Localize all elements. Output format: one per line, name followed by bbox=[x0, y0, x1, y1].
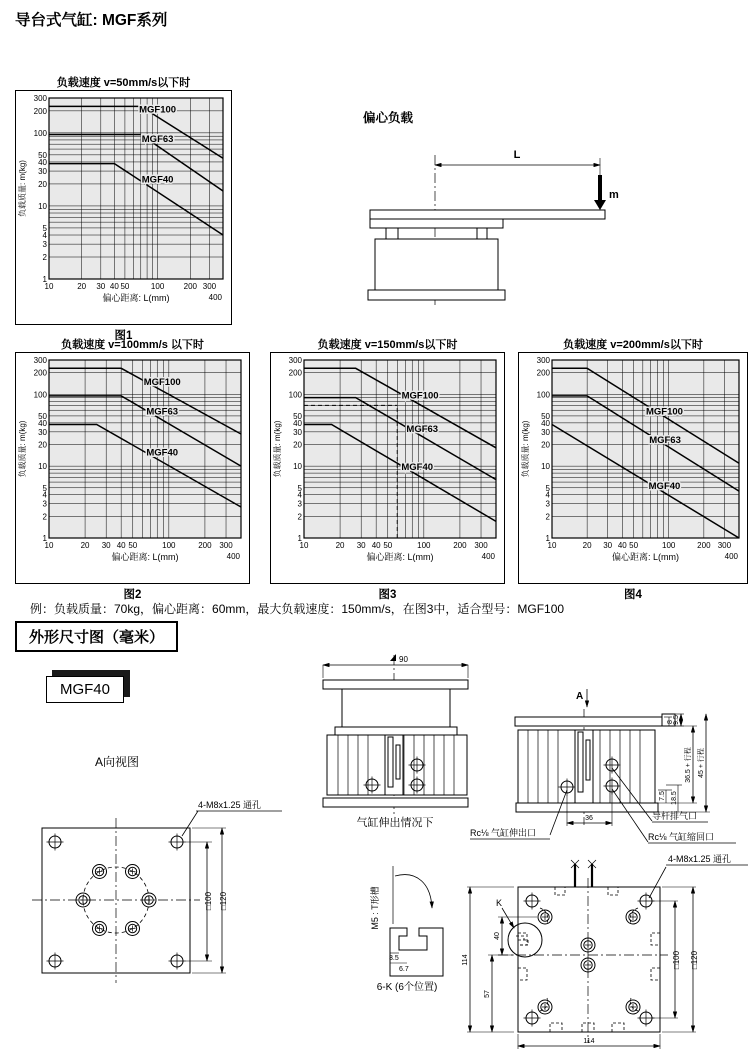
chart-fig3-caption: 图3 bbox=[378, 589, 397, 601]
dim-36-5-label: 36.5 + 行程 bbox=[685, 747, 692, 783]
cylinder-body bbox=[375, 239, 498, 290]
svg-text:10: 10 bbox=[541, 462, 550, 472]
table-plate bbox=[515, 717, 662, 726]
svg-text:100: 100 bbox=[662, 541, 676, 550]
tslot-profile bbox=[390, 928, 443, 976]
extended-view-caption: 气缸伸出情况下 bbox=[356, 817, 434, 829]
svg-text:200: 200 bbox=[183, 282, 197, 291]
bottom-leader-label: 4-M8x1.25 通孔 bbox=[668, 854, 732, 864]
svg-text:40: 40 bbox=[617, 541, 627, 550]
svg-text:负载质量: m(kg): 负载质量: m(kg) bbox=[18, 420, 27, 478]
dim-90-label: 90 bbox=[399, 655, 408, 664]
dim-9-5-label: 9.5 bbox=[673, 715, 680, 725]
svg-text:4: 4 bbox=[42, 490, 47, 500]
svg-text:MGF100: MGF100 bbox=[139, 104, 177, 116]
svg-text:3: 3 bbox=[42, 240, 47, 250]
svg-text:4: 4 bbox=[297, 490, 302, 500]
svg-text:3: 3 bbox=[42, 499, 47, 509]
svg-text:200: 200 bbox=[33, 368, 47, 378]
svg-text:30: 30 bbox=[96, 282, 106, 291]
svg-text:10: 10 bbox=[293, 462, 302, 472]
svg-text:3: 3 bbox=[545, 499, 550, 509]
svg-text:200: 200 bbox=[288, 368, 302, 378]
chart-fig2-plot bbox=[15, 352, 250, 584]
svg-text:50: 50 bbox=[293, 411, 302, 421]
eccentric-title: 偏心负载 bbox=[363, 111, 414, 125]
svg-text:5: 5 bbox=[42, 483, 47, 493]
svg-text:40: 40 bbox=[541, 418, 550, 428]
svg-text:负载质量: m(kg): 负载质量: m(kg) bbox=[18, 160, 27, 217]
k-label: K bbox=[496, 898, 503, 908]
svg-text:偏心距离: L(mm): 偏心距离: L(mm) bbox=[111, 552, 179, 562]
section-title: 外形尺寸图（毫米） bbox=[15, 621, 178, 652]
svg-text:30: 30 bbox=[356, 541, 366, 550]
svg-text:MGF40: MGF40 bbox=[146, 447, 179, 459]
flange-leader-label: 4-M8x1.25 通孔 bbox=[198, 800, 262, 810]
load-arrow bbox=[598, 175, 602, 200]
svg-text:2: 2 bbox=[42, 253, 47, 263]
dim-57-label: 57 bbox=[484, 990, 491, 998]
svg-text:300: 300 bbox=[219, 541, 233, 550]
svg-text:2: 2 bbox=[297, 512, 302, 522]
dim-36-label: 36 bbox=[585, 815, 593, 822]
view-arrow-label: A bbox=[576, 691, 584, 702]
svg-text:300: 300 bbox=[536, 356, 550, 365]
svg-text:30: 30 bbox=[603, 541, 613, 550]
svg-text:30: 30 bbox=[293, 427, 302, 437]
eccentric-load-diagram bbox=[330, 100, 650, 310]
svg-text:MGF100: MGF100 bbox=[646, 406, 683, 418]
svg-text:300: 300 bbox=[33, 94, 47, 103]
svg-text:5: 5 bbox=[545, 483, 550, 493]
svg-text:20: 20 bbox=[335, 541, 345, 550]
svg-text:300: 300 bbox=[474, 541, 488, 550]
svg-text:50: 50 bbox=[541, 411, 550, 421]
svg-text:1: 1 bbox=[297, 534, 302, 543]
dim-114-bottom-label: 114 bbox=[583, 1038, 595, 1045]
svg-text:50: 50 bbox=[120, 282, 130, 291]
svg-text:50: 50 bbox=[383, 541, 393, 550]
tslot-dim-6-7: 6.7 bbox=[399, 966, 409, 973]
chart-fig2-title: 负载速度 v=100mm/s 以下时 bbox=[61, 339, 204, 351]
chart-fig1 bbox=[15, 76, 232, 343]
dim-45-label: 45 + 行程 bbox=[698, 748, 705, 778]
dim-8-label: 8 bbox=[667, 720, 674, 724]
load-m-label: m bbox=[609, 189, 619, 201]
dim-40-label: 40 bbox=[494, 932, 501, 940]
chart-fig3 bbox=[270, 338, 505, 602]
view-a-label: A向视图 bbox=[95, 755, 140, 769]
example-note: 例：负载质量：70kg，偏心距离：60mm，最大负载速度：150mm/s，在图3中，适合型号：MGF100 bbox=[30, 602, 565, 616]
svg-text:20: 20 bbox=[38, 440, 47, 450]
bottom-view-drawing bbox=[450, 848, 750, 1060]
svg-text:10: 10 bbox=[44, 282, 54, 291]
svg-text:400: 400 bbox=[481, 552, 495, 561]
svg-text:MGF63: MGF63 bbox=[649, 434, 681, 446]
port-retract-label: Rc⅛ 气缸缩回口 bbox=[648, 832, 715, 842]
svg-text:300: 300 bbox=[33, 356, 47, 365]
svg-text:100: 100 bbox=[162, 541, 176, 550]
dim-100-label: □100 bbox=[672, 950, 681, 970]
svg-text:50: 50 bbox=[38, 150, 47, 160]
svg-text:50: 50 bbox=[38, 411, 47, 421]
svg-text:30: 30 bbox=[38, 167, 47, 177]
svg-text:300: 300 bbox=[202, 282, 217, 291]
svg-text:MGF40: MGF40 bbox=[141, 174, 174, 186]
chart-fig2 bbox=[15, 338, 250, 602]
svg-text:20: 20 bbox=[38, 179, 47, 189]
svg-text:100: 100 bbox=[33, 390, 47, 400]
chart-fig4-plot bbox=[518, 352, 748, 584]
svg-text:40: 40 bbox=[116, 541, 126, 550]
chart-fig1-caption: 图1 bbox=[114, 330, 133, 342]
svg-text:3: 3 bbox=[297, 499, 302, 509]
svg-text:40: 40 bbox=[109, 282, 119, 291]
svg-text:20: 20 bbox=[541, 440, 550, 450]
svg-text:1: 1 bbox=[545, 534, 550, 543]
chart-fig3-plot bbox=[270, 352, 505, 584]
svg-text:MGF40: MGF40 bbox=[648, 481, 681, 493]
svg-text:MGF40: MGF40 bbox=[401, 462, 434, 474]
svg-text:MGF63: MGF63 bbox=[141, 133, 174, 145]
svg-text:1: 1 bbox=[42, 534, 47, 543]
svg-text:400: 400 bbox=[226, 552, 240, 561]
svg-text:负载质量: m(kg): 负载质量: m(kg) bbox=[273, 420, 282, 478]
svg-text:40: 40 bbox=[38, 418, 47, 428]
svg-text:30: 30 bbox=[38, 427, 47, 437]
svg-text:100: 100 bbox=[536, 390, 550, 400]
port-guide-label: 导杆排气口 bbox=[652, 811, 698, 821]
dim-7-5-label: 7.5 bbox=[659, 791, 666, 801]
dim-120-label: □120 bbox=[690, 950, 699, 970]
svg-text:200: 200 bbox=[697, 541, 711, 550]
svg-text:200: 200 bbox=[198, 541, 212, 550]
svg-text:100: 100 bbox=[417, 541, 431, 550]
svg-text:200: 200 bbox=[453, 541, 467, 550]
svg-text:20: 20 bbox=[582, 541, 592, 550]
dim-L-label: L bbox=[513, 149, 521, 161]
svg-text:400: 400 bbox=[724, 552, 738, 561]
model-badge: MGF40 bbox=[46, 676, 124, 703]
tslot-label: M5 : T形槽 bbox=[370, 886, 380, 930]
svg-text:20: 20 bbox=[293, 440, 302, 450]
svg-text:100: 100 bbox=[150, 282, 165, 291]
flange-view-drawing bbox=[30, 795, 300, 995]
svg-text:30: 30 bbox=[101, 541, 111, 550]
svg-text:400: 400 bbox=[208, 293, 222, 302]
svg-text:负载质量: m(kg): 负载质量: m(kg) bbox=[521, 420, 530, 478]
page-title: 导台式气缸: MGF系列 bbox=[15, 12, 168, 29]
svg-text:40: 40 bbox=[38, 157, 47, 167]
chart-fig4-title: 负载速度 v=200mm/s以下时 bbox=[563, 339, 703, 351]
svg-text:20: 20 bbox=[77, 282, 87, 291]
svg-text:20: 20 bbox=[80, 541, 90, 550]
svg-text:100: 100 bbox=[288, 390, 302, 400]
chart-fig3-title: 负载速度 v=150mm/s以下时 bbox=[317, 339, 458, 351]
tslot-caption: 6-K (6个位置) bbox=[376, 982, 438, 993]
chart-fig2-caption: 图2 bbox=[123, 589, 142, 601]
svg-text:200: 200 bbox=[536, 368, 550, 378]
svg-text:10: 10 bbox=[38, 201, 47, 211]
tslot-dim-3-5: 3.5 bbox=[389, 955, 399, 962]
svg-text:10: 10 bbox=[547, 541, 557, 550]
svg-text:40: 40 bbox=[293, 418, 302, 428]
svg-text:10: 10 bbox=[38, 462, 47, 472]
side-view-drawing bbox=[460, 685, 750, 860]
dim-100-label: □100 bbox=[204, 891, 213, 911]
chart-fig1-plot bbox=[15, 90, 232, 325]
svg-text:40: 40 bbox=[371, 541, 381, 550]
svg-text:4: 4 bbox=[42, 231, 47, 241]
svg-text:MGF63: MGF63 bbox=[406, 423, 439, 435]
svg-text:4: 4 bbox=[545, 490, 550, 500]
table-plate bbox=[370, 210, 605, 219]
svg-text:200: 200 bbox=[33, 106, 47, 116]
svg-text:偏心距离: L(mm): 偏心距离: L(mm) bbox=[612, 552, 679, 562]
svg-text:5: 5 bbox=[297, 483, 302, 493]
svg-text:10: 10 bbox=[44, 541, 54, 550]
svg-text:50: 50 bbox=[128, 541, 138, 550]
svg-text:MGF100: MGF100 bbox=[401, 390, 439, 402]
dim-18-5-label: 18.5 bbox=[671, 791, 678, 805]
chart-fig1-title: 负载速度 v=50mm/s以下时 bbox=[56, 77, 191, 89]
svg-text:300: 300 bbox=[288, 356, 302, 365]
dim-114-left-label: 114 bbox=[462, 954, 469, 966]
svg-text:300: 300 bbox=[717, 541, 732, 550]
svg-text:1: 1 bbox=[42, 275, 47, 284]
table-plate bbox=[323, 680, 468, 689]
svg-text:2: 2 bbox=[545, 512, 550, 522]
svg-text:5: 5 bbox=[42, 223, 47, 233]
svg-text:30: 30 bbox=[541, 427, 550, 437]
svg-text:MGF63: MGF63 bbox=[146, 406, 179, 418]
svg-text:偏心距离: L(mm): 偏心距离: L(mm) bbox=[366, 552, 434, 562]
svg-text:50: 50 bbox=[629, 541, 639, 550]
svg-text:MGF100: MGF100 bbox=[143, 376, 181, 388]
dim-120-label: □120 bbox=[219, 891, 228, 911]
svg-text:偏心距离: L(mm): 偏心距离: L(mm) bbox=[102, 293, 170, 303]
svg-text:2: 2 bbox=[42, 512, 47, 522]
svg-text:100: 100 bbox=[33, 128, 47, 138]
chart-fig4 bbox=[518, 338, 748, 602]
port-extend-label: Rc⅛ 气缸伸出口 bbox=[470, 828, 537, 838]
chart-fig4-caption: 图4 bbox=[624, 589, 642, 601]
svg-text:10: 10 bbox=[299, 541, 309, 550]
riser-block bbox=[342, 689, 450, 727]
